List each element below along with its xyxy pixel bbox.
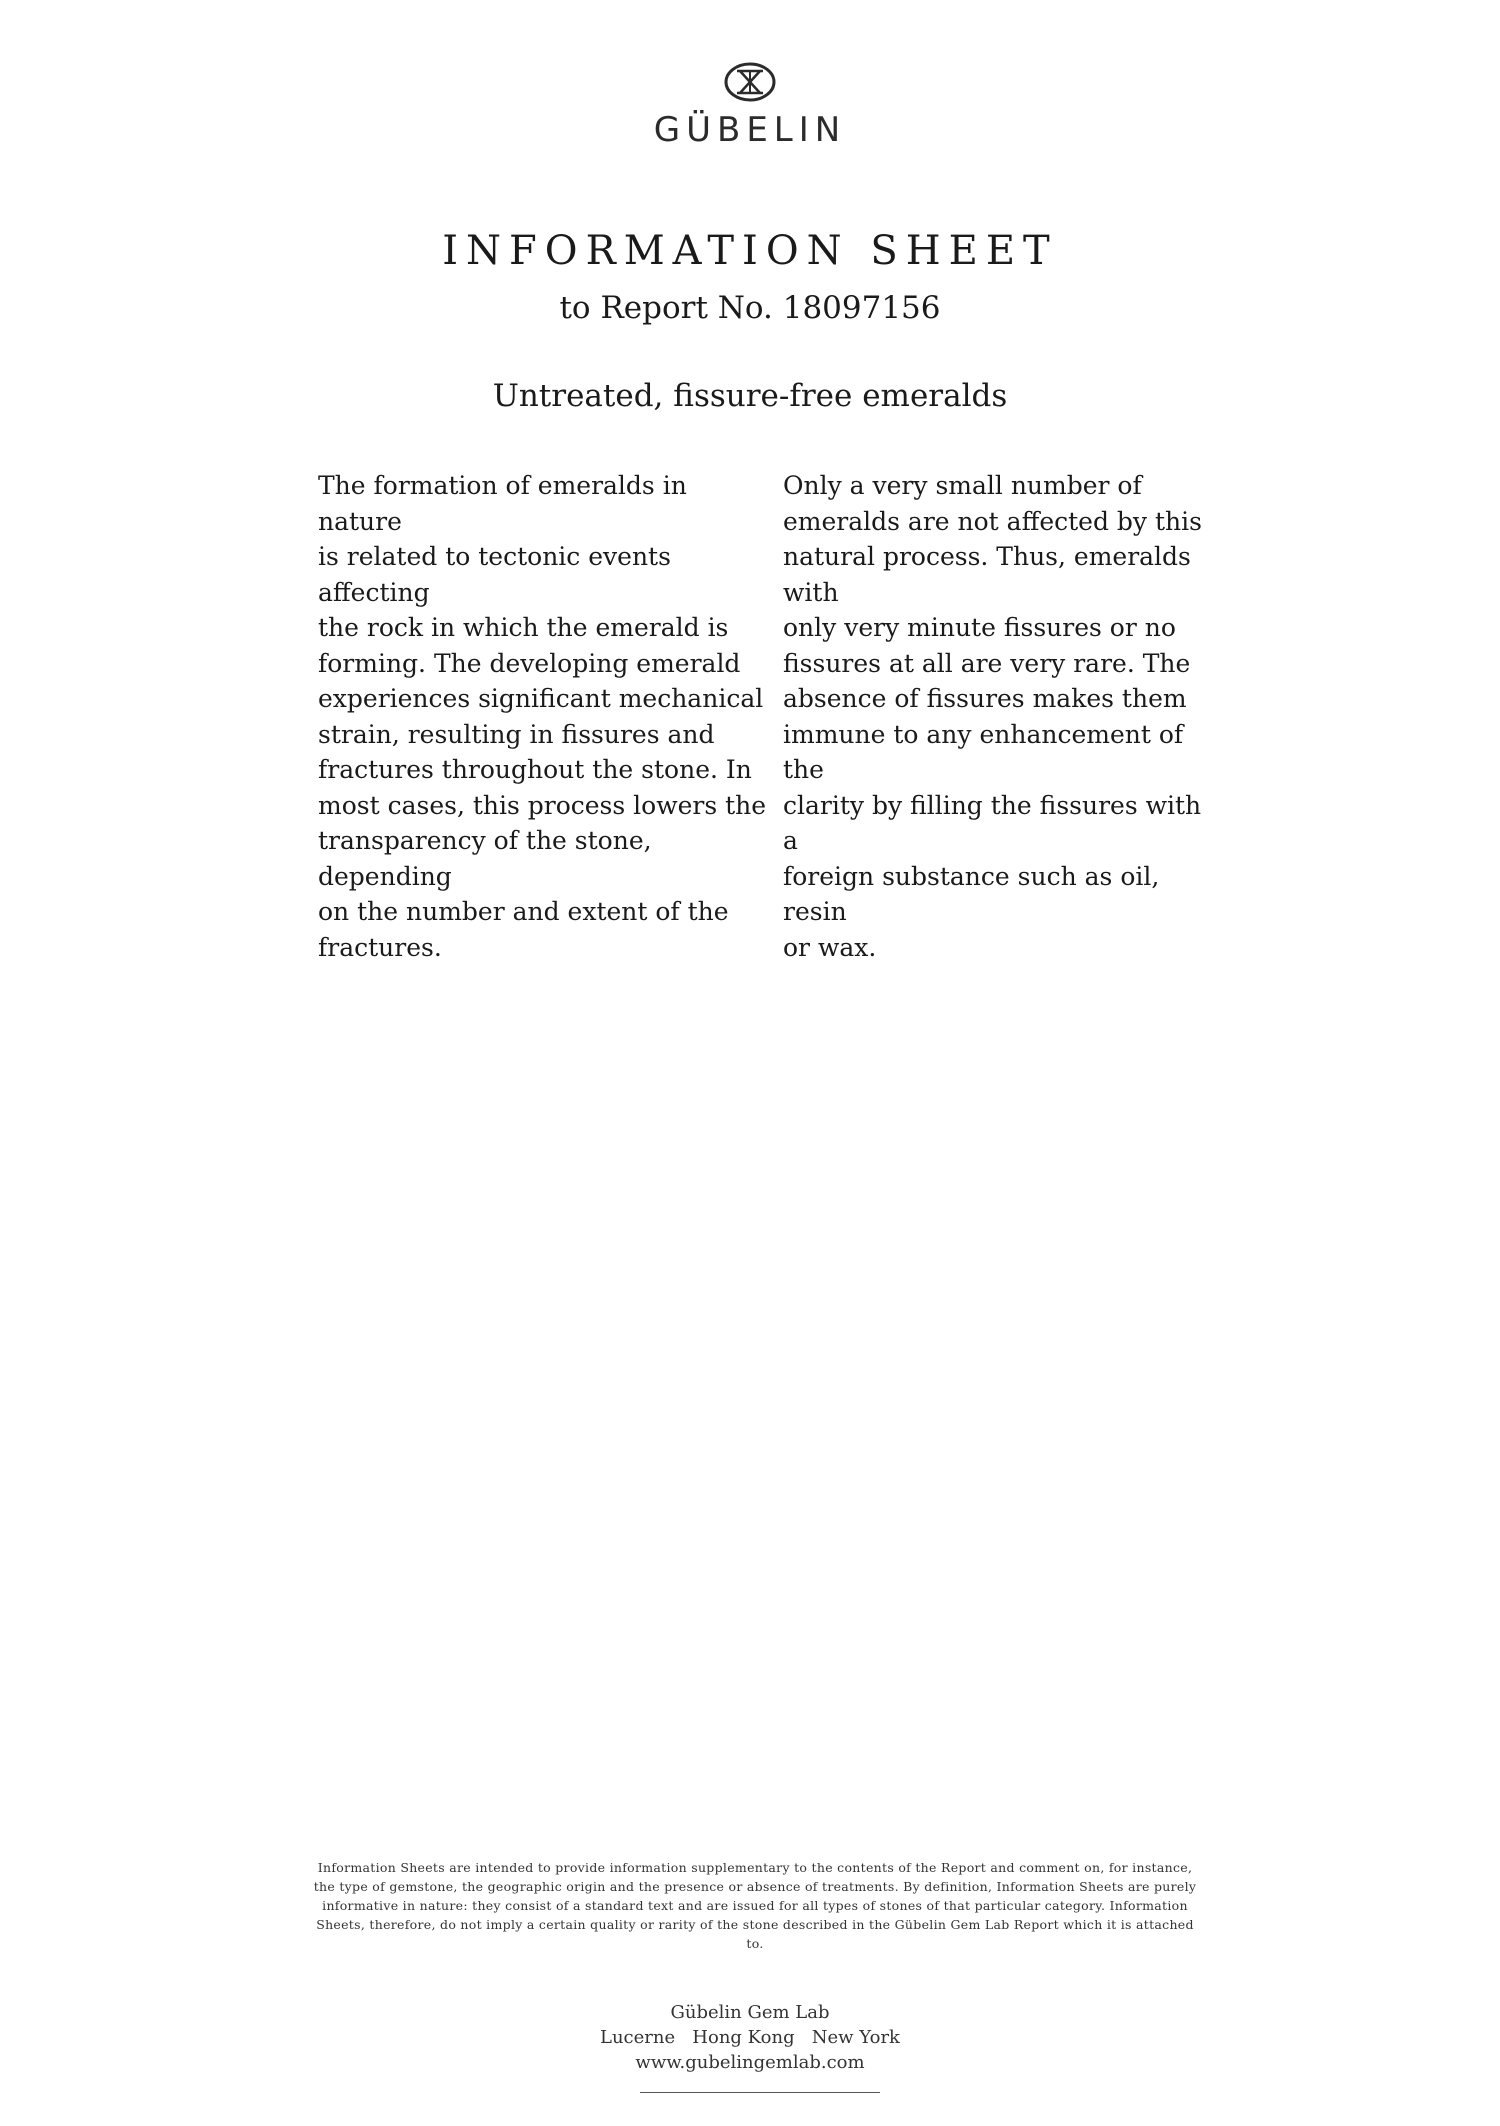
brand-logo [0, 60, 1500, 150]
footer-divider [640, 2092, 880, 2093]
brand-name: GÜBELIN [653, 110, 847, 150]
gubelin-emblem-icon [723, 60, 777, 104]
lab-locations: Lucerne Hong Kong New York [600, 2027, 900, 2048]
body-text-left-column: The formation of emeralds in nature is related to tectonic events affecting the rock in which the emerald is forming. The developing emerald experiences significant mechanical strain, resulting in fissures and fractures throughout the stone. In most cases, this process lowers the transparency of the stone, depending on the number and extent of the fractures. [318, 471, 767, 962]
footer [0, 2000, 1500, 2075]
page-title: INFORMATION SHEET [442, 228, 1058, 274]
section-heading: Untreated, fissure-free emeralds [492, 378, 1008, 414]
body-text-right-column: Only a very small number of emeralds are not affected by this natural process. Thus, emeralds with only very minute fissures or no fissures at all are very rare. The absence of fissures makes them immune to any enhancement of the clarity by filling the fissures with a foreign substance such as oil, resin or wax. [783, 471, 1202, 962]
disclaimer-text: Information Sheets are intended to provide information supplementary to the contents of the Report and comment on, for instance, the type of gemstone, the geographic origin and the presence or absence of treatments. By definition, Information Sheets are purely informative in nature: they consist of a standard text and are issued for all types of stones of that particular category. Information Sheets, therefore, do not imply a certain quality or rarity of the stone described in the Gübelin Gem Lab Report which it is attached to. [313, 1860, 1197, 1951]
lab-name: Gübelin Gem Lab [670, 2002, 830, 2023]
website-link[interactable]: www.gubelingemlab.com [635, 2052, 865, 2073]
report-number: to Report No. 18097156 [559, 290, 941, 326]
